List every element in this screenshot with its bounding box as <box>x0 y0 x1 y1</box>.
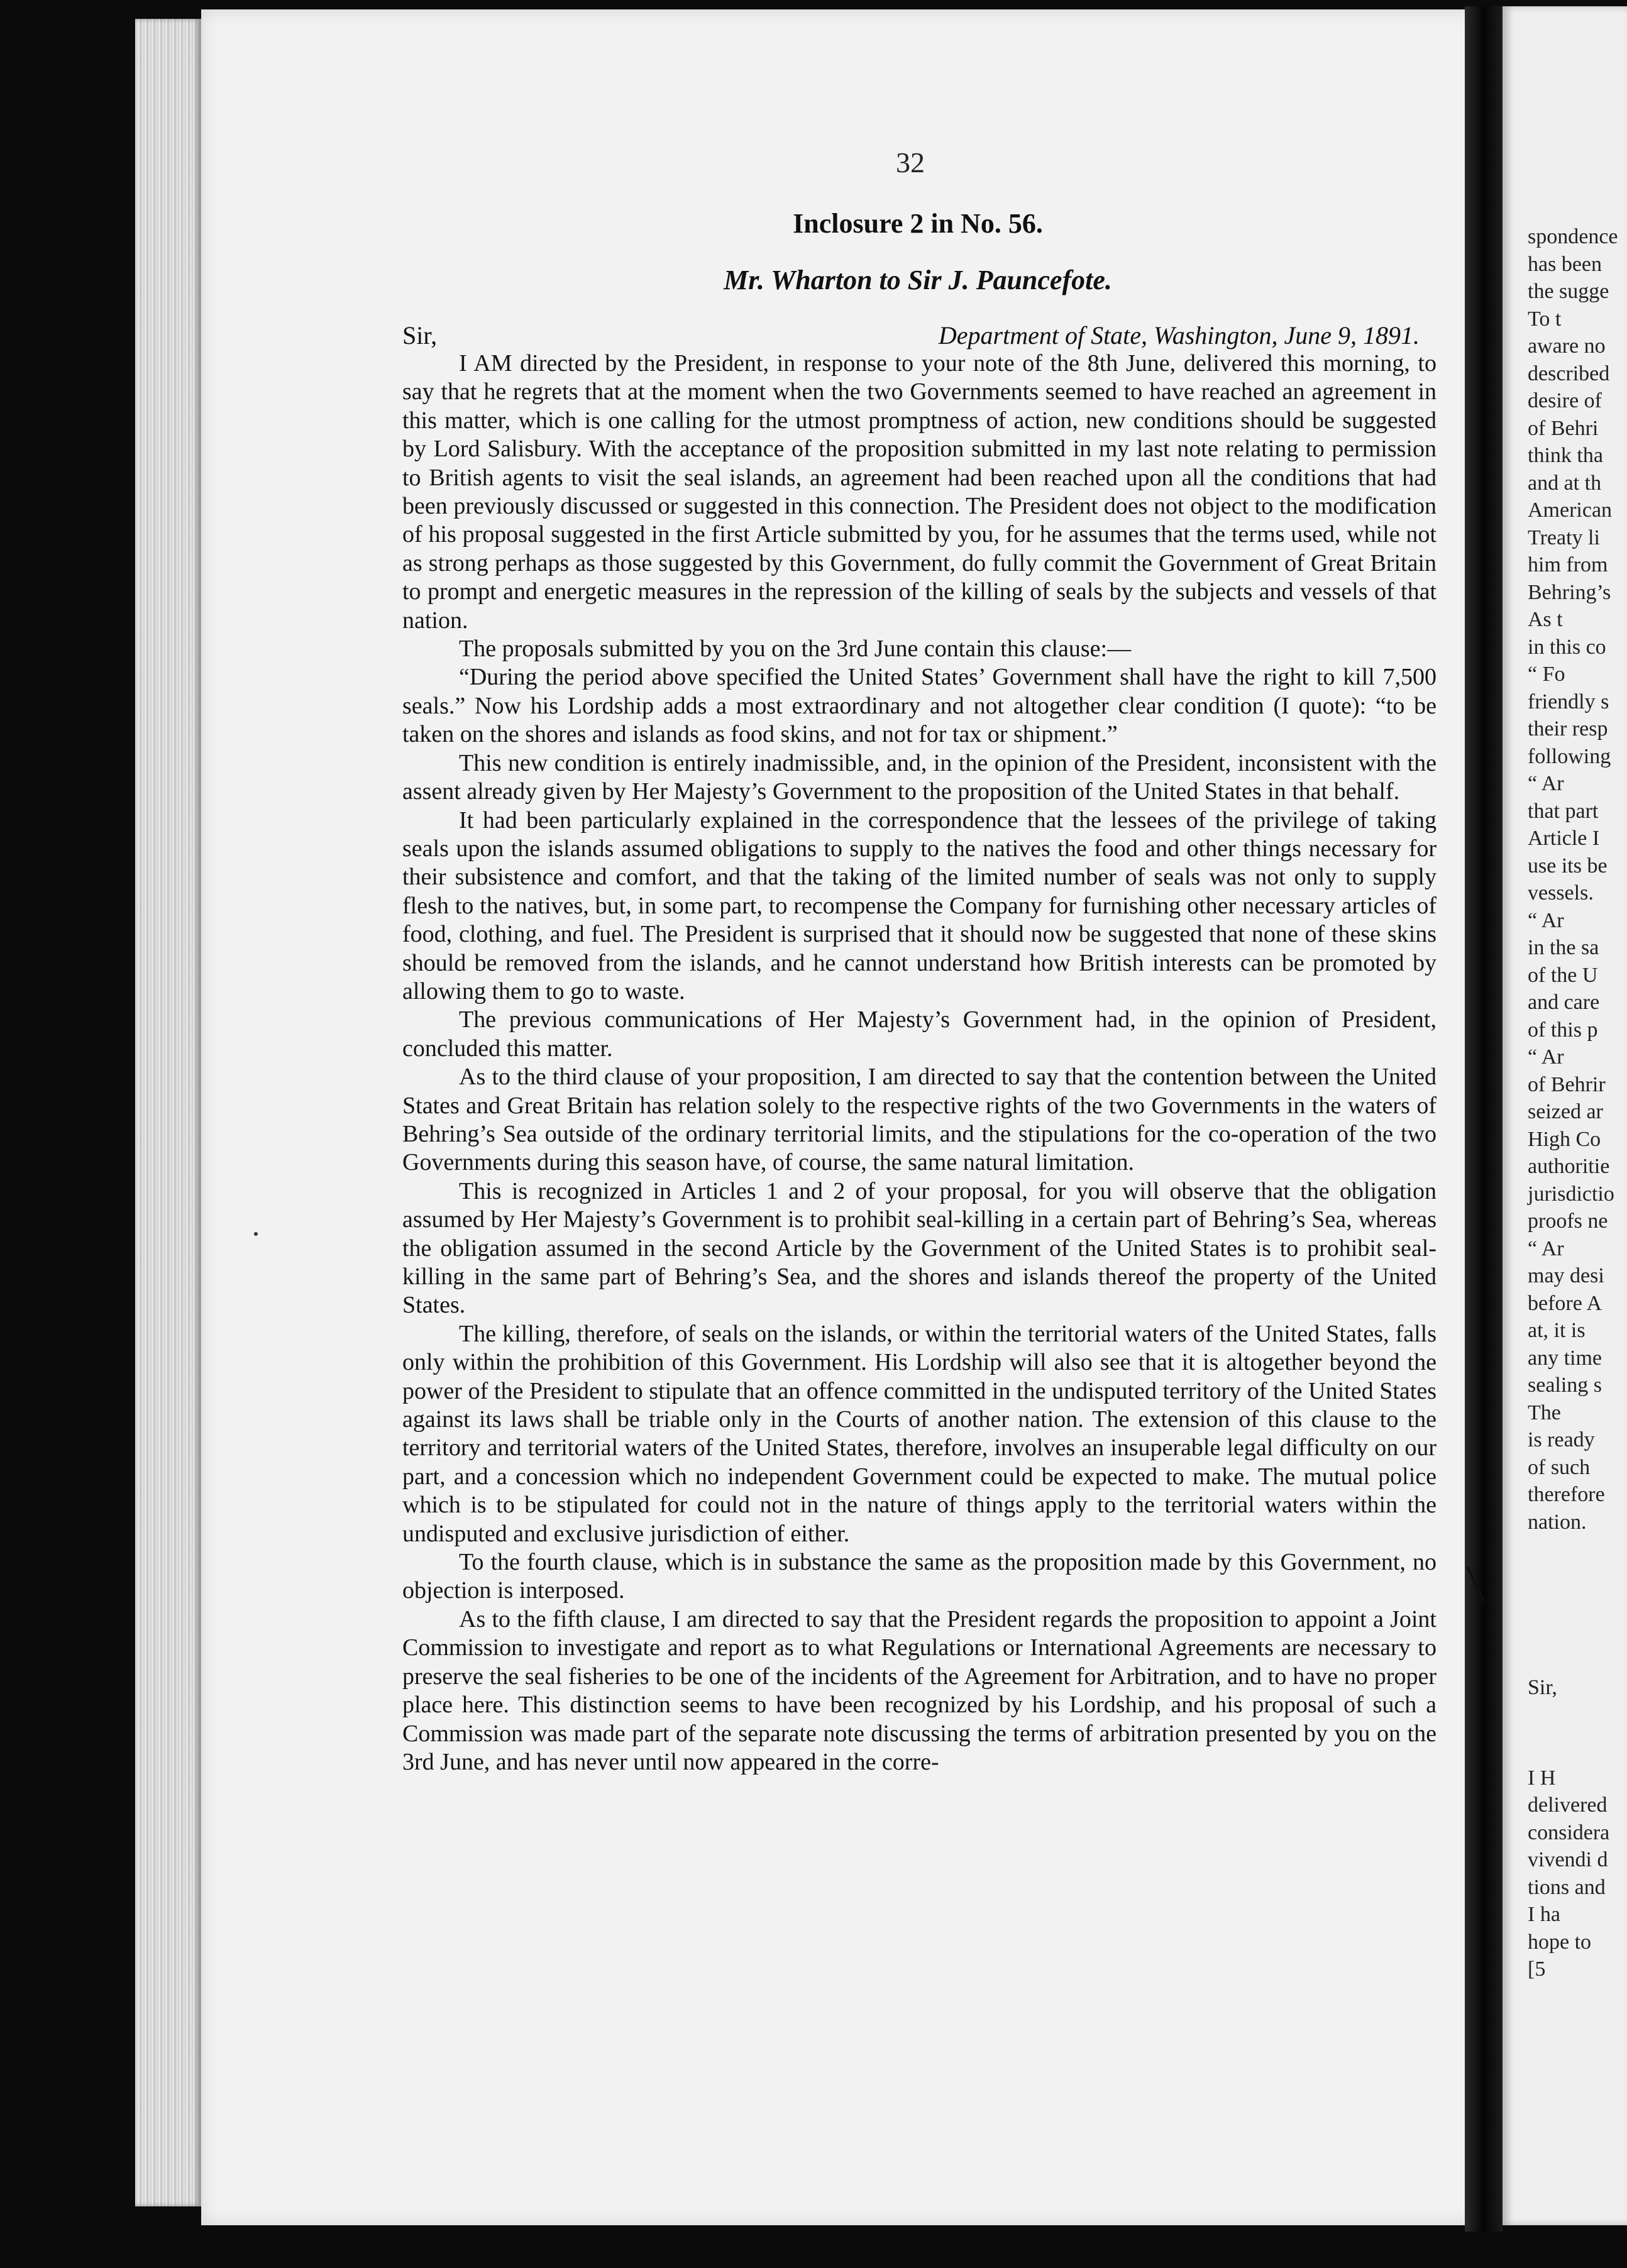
salutation: Sir, <box>402 321 438 350</box>
facing-page-line: of such <box>1528 1455 1591 1479</box>
facing-page-line: The <box>1528 1401 1561 1424</box>
facing-page-line: has been <box>1528 252 1602 276</box>
letter-subheading: Mr. Wharton to Sir J. Pauncefote. <box>724 265 1112 295</box>
facing-page-line: at, it is <box>1528 1319 1586 1342</box>
paragraph: “During the period above specified the United States’ Government shall have the right to kill 7,500 seals.” Now his Lordship adds a most extraordinary and not altogether clear condition (I quote): “to be taken on the shores and islands as food skins, and not for tax or shipment.” <box>402 664 1437 748</box>
facing-page-line: before A <box>1528 1291 1602 1315</box>
paragraph: The killing, therefore, of seals on the islands, or within the territorial waters of the United States, falls only within the prohibition of this Government. His Lordship will also see that it is altogether beyond the power of the President to stipulate that an offence committed in the undisputed territory of the United States against its laws shall be triable only in the Courts of another nation. The extension of this clause to the territory and territorial waters of the United States, therefore, involves an insuperable legal difficulty on our part, and a concession which no independent Government could be expected to make. The mutual police which is to be stipulated for could not in the nature of things apply to the territorial waters within the undisputed and exclusive jurisdiction of either. <box>402 1320 1437 1547</box>
paragraph: I AM directed by the President, in response to your note of the 8th June, delivered this morning, to say that he regrets that at the moment when the two Governments seemed to have reached an agreement in this matter, which is one calling for the utmost promptness of action, new conditions should be suggested by Lord Salisbury. With the acceptance of the proposition submitted in my last note relating to permission to British agents to visit the seal islands, an agreement had been reached upon all the conditions that had been previously discussed or suggested in this connection. The President does not object to the modification of his proposal suggested in the first Article submitted by you, for he assumes that the terms used, while not as strong perhaps as those suggested by this Government, do fully commit the Government of Great Britain to prompt and energetic measures in the repression of the killing of seals by the subjects and vessels of that nation. <box>402 350 1437 634</box>
facing-page-line: Behring’s <box>1528 580 1611 604</box>
facing-page-line: spondence <box>1528 225 1618 248</box>
facing-page-line: nation. <box>1528 1510 1587 1534</box>
facing-page-line: To t <box>1528 307 1562 331</box>
facing-page-line: and at th <box>1528 471 1602 495</box>
facing-page-line: of Behrir <box>1528 1072 1606 1096</box>
paragraph: It had been particularly explained in the correspondence that the lessees of the privilege of taking seals upon the islands assumed obligations to supply to the natives the food and other things necessary for their subsistence and comfort, and that the taking of the limited number of seals was not only to supply flesh to the natives, but, in some part, to recompense the Company for furnishing other necessary articles of food, clothing, and fuel. The President is surprised that it should now be suggested that none of these skins should be removed from the islands, and he cannot understand how British interests can be promoted by allowing them to go to waste. <box>402 806 1437 1005</box>
facing-page-line: any time <box>1528 1346 1602 1370</box>
paragraph: To the fourth clause, which is in substance the same as the proposition made by this Government, no objection is interposed. <box>402 1549 1437 1604</box>
paragraph: The previous communications of Her Majesty’s Government had, in the opinion of President, concluded this matter. <box>402 1006 1437 1062</box>
facing-page-line: “ Ar <box>1528 1045 1564 1069</box>
facing-page-text <box>1528 223 1627 1983</box>
facing-page-line: that part <box>1528 799 1599 823</box>
paragraph: This new condition is entirely inadmissible, and, in the opinion of the President, inconsistent with the assent already given by Her Majesty’s Government to the proposition of the United States in that behalf. <box>402 749 1437 805</box>
facing-page-line: of the U <box>1528 963 1598 987</box>
scan-speck <box>254 1232 258 1236</box>
facing-page-line: considera <box>1528 1820 1610 1844</box>
book-page-stack <box>135 19 201 2206</box>
paragraph: This is recognized in Articles 1 and 2 of your proposal, for you will observe that the obligation assumed by Her Majesty’s Government is to prohibit seal-killing in a certain part of Behring’s Sea, whereas the obligation assumed in the second Article by the Government of the United States is to prohibit seal-killing in the same part of Behring’s Sea, and the shores and islands thereof the property of the United States. <box>402 1177 1437 1319</box>
facing-page-line: authoritie <box>1528 1155 1610 1178</box>
facing-page-line: As t <box>1528 608 1563 631</box>
facing-page-line: seized ar <box>1528 1100 1603 1123</box>
facing-page-line: American <box>1528 498 1613 522</box>
facing-page-line: of this p <box>1528 1018 1598 1042</box>
facing-page-line: delivered <box>1528 1793 1608 1817</box>
book-gutter <box>1465 6 1503 2232</box>
facing-page-line: I ha <box>1528 1903 1560 1926</box>
facing-page-line: their resp <box>1528 717 1608 740</box>
facing-page-line: and care <box>1528 991 1600 1014</box>
facing-page-line: in this co <box>1528 635 1606 659</box>
facing-page-line: jurisdictio <box>1528 1182 1614 1206</box>
page-number: 32 <box>896 146 925 179</box>
facing-page-line: “ Ar <box>1528 908 1564 932</box>
facing-page-line: [5 <box>1528 1957 1546 1981</box>
facing-page <box>1503 6 1627 2225</box>
letter-body <box>402 350 1437 1776</box>
paragraph: The proposals submitted by you on the 3rd June contain this clause:— <box>459 636 1132 663</box>
facing-page-line: use its be <box>1528 854 1608 878</box>
facing-page-line: him from <box>1528 553 1608 576</box>
facing-page-line: the sugge <box>1528 280 1609 303</box>
facing-page-line: vivendi d <box>1528 1848 1608 1871</box>
facing-page-spacer <box>1528 1536 1627 1674</box>
facing-page-line: “ Ar <box>1528 772 1564 795</box>
facing-page-line: described <box>1528 361 1610 385</box>
facing-page-line: hope to <box>1528 1930 1592 1954</box>
facing-page-line: “ Ar <box>1528 1236 1564 1260</box>
facing-page-line: therefore <box>1528 1483 1605 1506</box>
facing-page-line: think tha <box>1528 444 1603 467</box>
facing-page-line: of Behri <box>1528 416 1599 440</box>
facing-page-line: is ready <box>1528 1428 1595 1451</box>
facing-page-line: proofs ne <box>1528 1209 1608 1233</box>
facing-page-line: sealing s <box>1528 1373 1602 1397</box>
facing-page-line: I H <box>1528 1766 1556 1790</box>
facing-page-line: High Co <box>1528 1127 1601 1151</box>
facing-page-line: Sir, <box>1528 1676 1557 1699</box>
facing-page-spacer <box>1528 1702 1627 1764</box>
paragraph: As to the third clause of your proposition, I am directed to say that the contention between the United States and Great Britain has relation solely to the respective rights of the two Governments in the waters of Behring’s Sea outside of the ordinary territorial limits, and the stipulations for the co-operation of the two Governments during this season have, of course, the same natural limitation. <box>402 1064 1437 1176</box>
facing-page-line: following <box>1528 744 1611 768</box>
inclosure-heading: Inclosure 2 in No. 56. <box>793 208 1043 239</box>
paragraph: As to the fifth clause, I am directed to say that the President regards the proposition to appoint a Joint Commission to investigate and report as to what Regulations or International Agreements are necessary to preserve the seal fisheries to be one of the incidents of the Agreement for Arbitration, and to have no proper place here. This distinction seems to have been recognized by his Lordship, and his proposal of such a Commission was made part of the separate note discussing the terms of arbitration presented by you on the 3rd June, and has never until now appeared in the corre- <box>402 1605 1437 1775</box>
facing-page-line: in the sa <box>1528 936 1599 959</box>
facing-page-line: Article I <box>1528 827 1600 850</box>
facing-page-line: vessels. <box>1528 881 1594 905</box>
facing-page-line: friendly s <box>1528 690 1609 713</box>
dateline: Department of State, Washington, June 9, 1891. <box>938 321 1420 350</box>
facing-page-line: Treaty li <box>1528 526 1600 549</box>
facing-page-line: tions and <box>1528 1875 1606 1899</box>
facing-page-line: may desi <box>1528 1264 1604 1287</box>
facing-page-line: “ Fo <box>1528 663 1565 686</box>
facing-page-line: desire of <box>1528 389 1602 412</box>
facing-page-line: aware no <box>1528 334 1606 358</box>
